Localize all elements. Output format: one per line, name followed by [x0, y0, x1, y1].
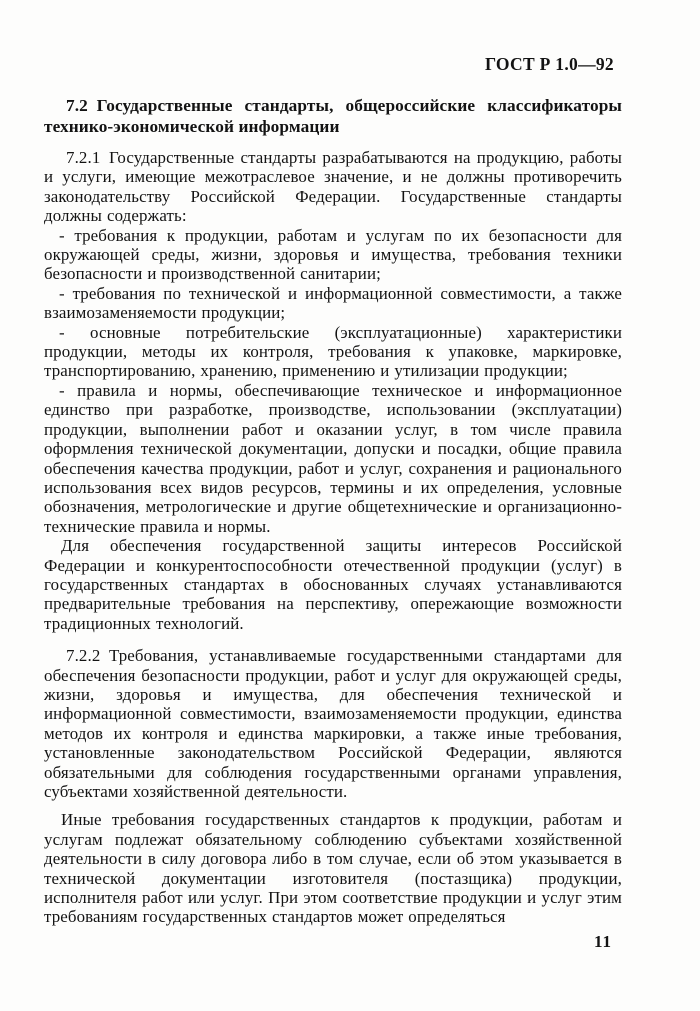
document-code: ГОСТ Р 1.0—92 [484, 54, 614, 74]
section-heading: 7.2 Государственные стандарты, общероссийские классификаторы технико-экономической информации [44, 96, 622, 136]
list-item-safety-requirements: - требования к продукции, работам и услугам по их безопасности для окружающей среды, жизни, здоровья и имущества, требования техники безопасности и производственной санитарии; [44, 225, 622, 284]
paragraph-7-2-1: 7.2.1 Государственные стандарты разрабатываются на продукцию, работы и услуги, имеющие межотраслевое значение, и не должны противоречить законодательству Российской Федерации. Государственные стандарты должны содержать: [44, 148, 622, 226]
page-number: 11 [593, 932, 612, 951]
paragraph-state-protection: Для обеспечения государственной защиты интересов Российской Федерации и конкурентоспособности отечественной продукции (услуг) в государственных стандартах в обоснованных случаях устанавливаются предварительные требования на перспективу, опережающие возможности традиционных технологий. [44, 536, 622, 633]
list-item-rules-and-norms: - правила и нормы, обеспечивающие техническое и информационное единство при разработке, производстве, использовании (эксплуатации) продукции, выполнении работ и оказании услуг, в том числе правила оформления технической документации, допуски и посадки, общие правила обеспечения качества продукции, работ и услуг, сохранения и рационального использования всех видов ресурсов, термины и их определения, условные обозначения, метрологические и другие общетехнические и организационно-технические правила и нормы. [44, 380, 622, 536]
list-item-compatibility-requirements: - требования по технической и информационной совместимости, а также взаимозаменяемости продукции; [44, 283, 622, 323]
paragraph-7-2-2: 7.2.2 Требования, устанавливаемые государственными стандартами для обеспечения безопасности продукции, работ и услуг для окружающей среды, жизни, здоровья и имущества, для обеспечения технической и информационной совместимости, взаимозаменяемости продукции, единства методов их контроля и единства маркировки, а также иные требования, установленные законодательством Российской Федерации, являются обязательными для соблюдения государственными органами управления, субъектами хозяйственной деятельности. [44, 646, 622, 801]
list-item-consumer-characteristics: - основные потребительские (эксплуатационные) характеристики продукции, методы их контроля, требования к упаковке, маркировке, транспортированию, хранению, применению и утилизации продукции; [44, 322, 622, 381]
text-block [44, 0, 622, 927]
paragraph-other-requirements: Иные требования государственных стандартов к продукции, работам и услугам подлежат обязательному соблюдению субъектами хозяйственной деятельности в силу договора либо в том случае, если об этом указывается в технической документации изготовителя (постазщика) продукции, исполнителя работ или услуг. При этом соответствие продукции и услуг этим требованиям государственных стандартов может определяться [44, 810, 622, 927]
